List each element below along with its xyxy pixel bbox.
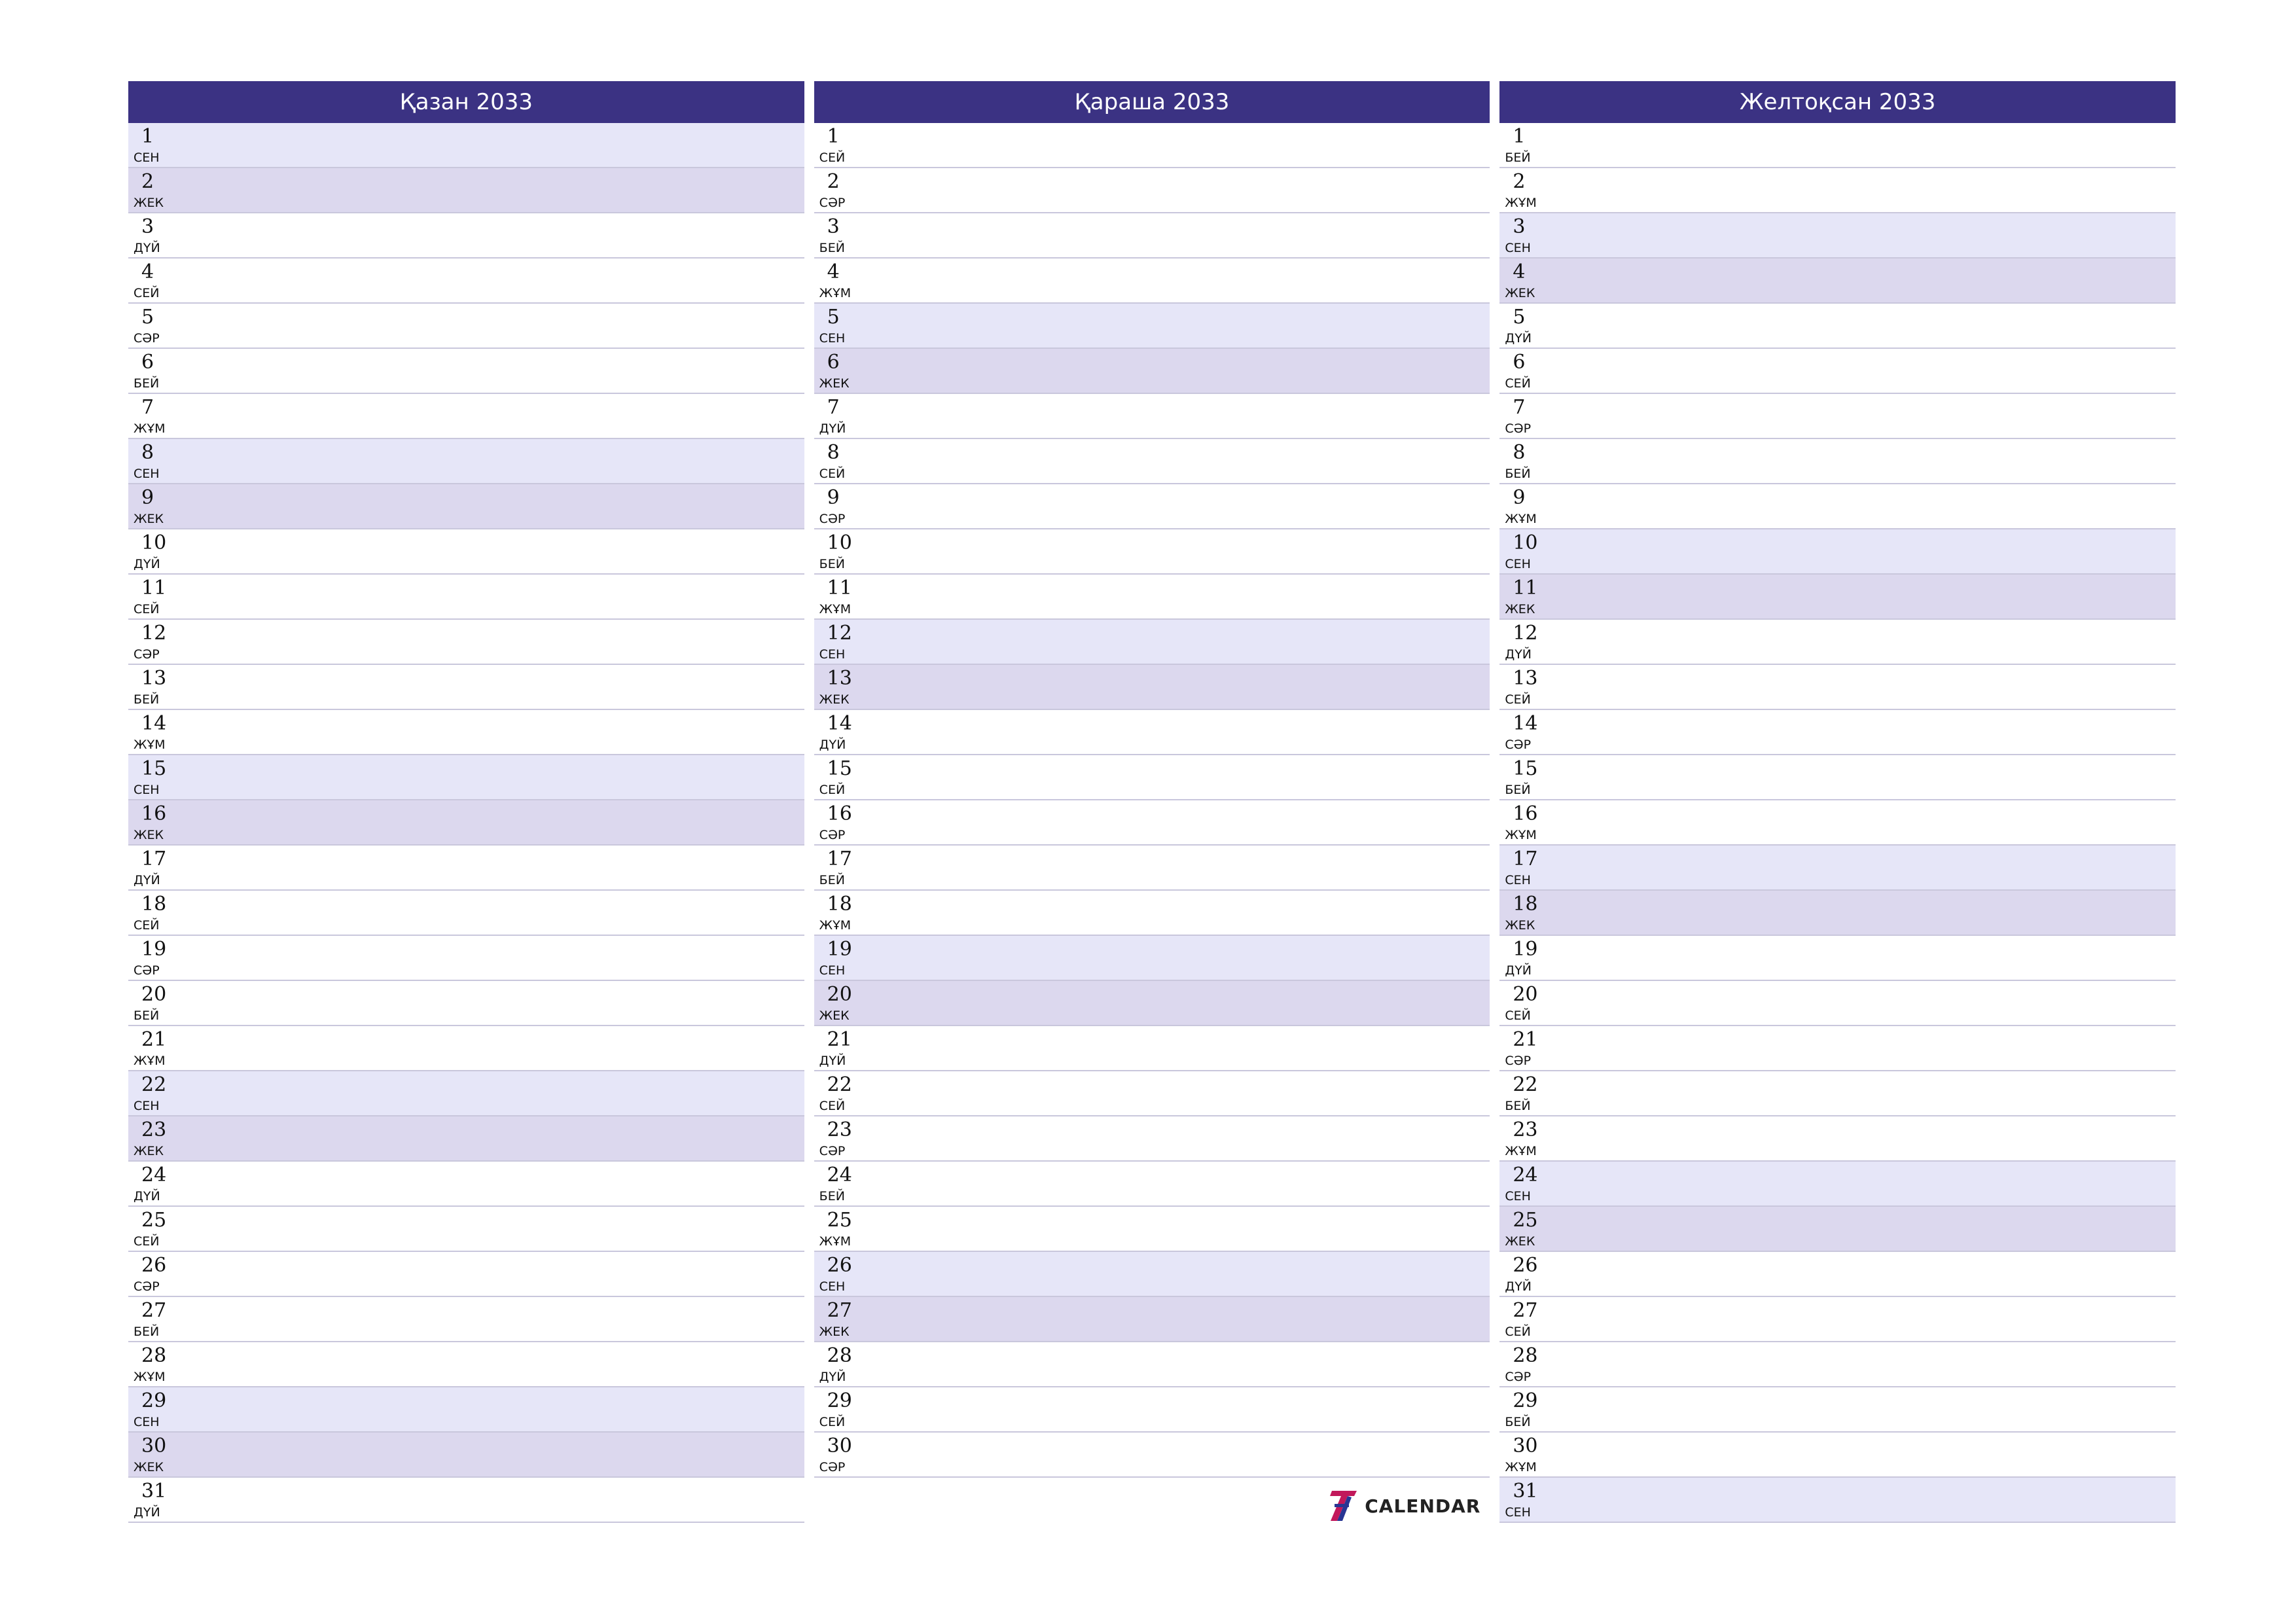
day-number: 27 — [141, 1299, 167, 1322]
weekday-label: СЕН — [1505, 557, 1531, 571]
day-row — [128, 1387, 804, 1433]
day-row — [1499, 484, 2176, 529]
day-number: 25 — [1513, 1209, 1538, 1232]
seven-logo-icon — [1328, 1488, 1359, 1524]
day-number: 13 — [1513, 667, 1538, 690]
weekday-label: ЖҰМ — [1505, 512, 1537, 526]
weekday-label: БЕЙ — [134, 376, 160, 391]
day-row — [814, 1387, 1490, 1433]
day-row — [1499, 575, 2176, 620]
weekday-label: ЖЕК — [134, 1144, 164, 1158]
day-number: 1 — [1513, 125, 1526, 148]
day-row — [814, 1071, 1490, 1116]
day-row — [128, 710, 804, 755]
weekday-label: БЕЙ — [1505, 1415, 1531, 1429]
day-number: 21 — [141, 1028, 167, 1051]
day-row — [1499, 1207, 2176, 1252]
day-row — [128, 1207, 804, 1252]
weekday-label: ЖЕК — [134, 512, 164, 526]
day-row — [814, 846, 1490, 891]
day-number: 30 — [827, 1435, 852, 1457]
day-row — [1499, 755, 2176, 800]
day-number: 8 — [827, 441, 840, 464]
day-row — [814, 213, 1490, 259]
day-row — [814, 1433, 1490, 1478]
day-number: 23 — [1513, 1118, 1538, 1141]
day-row — [1499, 846, 2176, 891]
day-row — [1499, 1252, 2176, 1297]
day-number: 27 — [827, 1299, 852, 1322]
day-number: 5 — [1513, 306, 1526, 329]
weekday-label: ДҮЙ — [134, 241, 160, 255]
day-row — [814, 259, 1490, 304]
day-row — [128, 981, 804, 1026]
day-number: 22 — [1513, 1073, 1538, 1096]
day-number: 9 — [141, 486, 154, 509]
day-number: 27 — [1513, 1299, 1538, 1322]
weekday-label: БЕЙ — [819, 873, 845, 887]
day-number: 5 — [827, 306, 840, 329]
day-number: 13 — [141, 667, 167, 690]
weekday-label: СӘР — [134, 1279, 160, 1294]
day-number: 6 — [141, 351, 154, 374]
day-row — [814, 1207, 1490, 1252]
day-row — [1499, 259, 2176, 304]
day-row — [814, 439, 1490, 484]
weekday-label: СЕЙ — [134, 1234, 160, 1249]
day-number: 23 — [141, 1118, 167, 1141]
day-number: 26 — [1513, 1254, 1538, 1277]
day-number: 31 — [1513, 1480, 1538, 1503]
day-number: 15 — [141, 757, 167, 780]
weekday-label: ЖҰМ — [819, 1234, 852, 1249]
weekday-label: ДҮЙ — [134, 1505, 160, 1520]
day-row — [128, 891, 804, 936]
weekday-label: СЕЙ — [819, 467, 846, 481]
weekday-label: ЖЕК — [134, 196, 164, 210]
day-row — [1499, 304, 2176, 349]
day-row — [128, 575, 804, 620]
day-number: 19 — [827, 938, 852, 961]
weekday-label: ЖЕК — [819, 692, 850, 707]
day-list — [814, 123, 1490, 1478]
weekday-label: БЕЙ — [134, 692, 160, 707]
day-number: 11 — [1513, 577, 1538, 599]
day-row — [1499, 1342, 2176, 1387]
day-row — [128, 123, 804, 168]
day-number: 17 — [827, 847, 852, 870]
weekday-label: ЖҰМ — [819, 918, 852, 933]
day-number: 20 — [1513, 983, 1538, 1006]
day-row — [1499, 1433, 2176, 1478]
day-number: 17 — [141, 847, 167, 870]
weekday-label: ЖЕК — [819, 1008, 850, 1023]
day-row — [1499, 665, 2176, 710]
day-number: 13 — [827, 667, 852, 690]
day-row — [1499, 1116, 2176, 1162]
weekday-label: БЕЙ — [1505, 1099, 1531, 1113]
day-number: 3 — [1513, 215, 1526, 238]
day-row — [814, 936, 1490, 981]
weekday-label: СЕЙ — [819, 1099, 846, 1113]
day-list — [1499, 123, 2176, 1523]
day-number: 15 — [1513, 757, 1538, 780]
day-row — [814, 123, 1490, 168]
weekday-label: ЖҰМ — [134, 738, 166, 752]
day-row — [128, 529, 804, 575]
day-number: 11 — [141, 577, 167, 599]
day-number: 25 — [141, 1209, 167, 1232]
day-row — [1499, 168, 2176, 213]
day-row — [128, 936, 804, 981]
day-number: 1 — [141, 125, 154, 148]
day-row — [814, 710, 1490, 755]
weekday-label: СӘР — [819, 1460, 846, 1474]
day-row — [1499, 1071, 2176, 1116]
day-row — [814, 1342, 1490, 1387]
day-number: 10 — [141, 531, 167, 554]
weekday-label: БЕЙ — [134, 1008, 160, 1023]
weekday-label: СӘР — [819, 1144, 846, 1158]
weekday-label: ЖЕК — [1505, 1234, 1535, 1249]
weekday-label: СЕЙ — [1505, 692, 1531, 707]
day-row — [128, 304, 804, 349]
day-number: 30 — [1513, 1435, 1538, 1457]
day-number: 14 — [141, 712, 167, 735]
weekday-label: СЕН — [1505, 1189, 1531, 1204]
day-number: 28 — [827, 1344, 852, 1367]
day-row — [128, 439, 804, 484]
day-row — [1499, 439, 2176, 484]
day-number: 9 — [1513, 486, 1526, 509]
weekday-label: ЖҰМ — [1505, 828, 1537, 842]
day-number: 10 — [827, 531, 852, 554]
weekday-label: БЕЙ — [819, 557, 845, 571]
weekday-label: СЕН — [134, 1099, 160, 1113]
day-row — [128, 755, 804, 800]
day-number: 1 — [827, 125, 840, 148]
day-number: 12 — [1513, 622, 1538, 645]
weekday-label: СЕЙ — [134, 918, 160, 933]
day-row — [814, 755, 1490, 800]
day-number: 16 — [141, 802, 167, 825]
weekday-label: ДҮЙ — [1505, 963, 1532, 978]
weekday-label: СӘР — [1505, 421, 1532, 436]
day-row — [814, 800, 1490, 846]
day-number: 23 — [827, 1118, 852, 1141]
day-number: 28 — [141, 1344, 167, 1367]
day-row — [1499, 529, 2176, 575]
day-number: 7 — [827, 396, 840, 419]
weekday-label: ДҮЙ — [134, 873, 160, 887]
day-number: 5 — [141, 306, 154, 329]
weekday-label: ЖҰМ — [819, 602, 852, 616]
day-number: 20 — [827, 983, 852, 1006]
weekday-label: ЖЕК — [1505, 286, 1535, 300]
weekday-label: ЖҰМ — [819, 286, 852, 300]
day-row — [128, 168, 804, 213]
day-number: 29 — [827, 1389, 852, 1412]
day-number: 2 — [141, 170, 154, 193]
day-row — [814, 620, 1490, 665]
day-row — [128, 1116, 804, 1162]
weekday-label: ДҮЙ — [819, 1370, 846, 1384]
brand-logo — [1328, 1488, 1480, 1524]
day-number: 2 — [1513, 170, 1526, 193]
weekday-label: СӘР — [819, 828, 846, 842]
month-title: Қазан 2033 — [128, 81, 804, 123]
day-number: 18 — [827, 893, 852, 916]
weekday-label: ДҮЙ — [134, 557, 160, 571]
weekday-label: ЖҰМ — [134, 421, 166, 436]
weekday-label: СӘР — [134, 331, 160, 346]
day-row — [128, 1252, 804, 1297]
day-number: 14 — [1513, 712, 1538, 735]
day-number: 29 — [1513, 1389, 1538, 1412]
weekday-label: СЕН — [819, 647, 846, 662]
weekday-label: СӘР — [1505, 738, 1532, 752]
weekday-label: ЖЕК — [134, 1460, 164, 1474]
day-row — [814, 1116, 1490, 1162]
day-row — [128, 1342, 804, 1387]
day-row — [1499, 349, 2176, 394]
day-number: 10 — [1513, 531, 1538, 554]
weekday-label: СӘР — [819, 512, 846, 526]
day-row — [128, 259, 804, 304]
day-row — [128, 394, 804, 439]
weekday-label: БЕЙ — [1505, 467, 1531, 481]
day-row — [1499, 620, 2176, 665]
day-row — [814, 168, 1490, 213]
day-row — [128, 1162, 804, 1207]
day-row — [128, 846, 804, 891]
day-row — [1499, 1026, 2176, 1071]
day-number: 19 — [1513, 938, 1538, 961]
day-row — [1499, 1478, 2176, 1523]
day-row — [1499, 891, 2176, 936]
weekday-label: БЕЙ — [134, 1325, 160, 1339]
day-number: 12 — [141, 622, 167, 645]
weekday-label: ЖЕК — [1505, 602, 1535, 616]
weekday-label: БЕЙ — [1505, 151, 1531, 165]
day-number: 2 — [827, 170, 840, 193]
weekday-label: СЕН — [819, 331, 846, 346]
day-row — [1499, 1387, 2176, 1433]
day-number: 31 — [141, 1480, 167, 1503]
weekday-label: ДҮЙ — [819, 1054, 846, 1068]
day-row — [128, 620, 804, 665]
day-number: 19 — [141, 938, 167, 961]
day-number: 22 — [141, 1073, 167, 1096]
day-number: 6 — [1513, 351, 1526, 374]
weekday-label: СЕН — [819, 963, 846, 978]
day-number: 4 — [141, 260, 154, 283]
day-number: 29 — [141, 1389, 167, 1412]
day-row — [814, 304, 1490, 349]
day-row — [128, 800, 804, 846]
weekday-label: БЕЙ — [819, 241, 845, 255]
day-number: 16 — [1513, 802, 1538, 825]
day-number: 7 — [141, 396, 154, 419]
day-row — [128, 1026, 804, 1071]
weekday-label: ДҮЙ — [1505, 331, 1532, 346]
day-number: 28 — [1513, 1344, 1538, 1367]
day-row — [1499, 1162, 2176, 1207]
day-row — [128, 1478, 804, 1523]
weekday-label: ЖЕК — [819, 376, 850, 391]
weekday-label: ЖҰМ — [134, 1054, 166, 1068]
weekday-label: ЖЕК — [1505, 918, 1535, 933]
weekday-label: ЖҰМ — [1505, 1144, 1537, 1158]
weekday-label: СЕЙ — [1505, 1008, 1531, 1023]
day-row — [814, 891, 1490, 936]
day-number: 20 — [141, 983, 167, 1006]
day-row — [128, 484, 804, 529]
day-number: 9 — [827, 486, 840, 509]
weekday-label: БЕЙ — [1505, 783, 1531, 797]
weekday-label: ДҮЙ — [819, 738, 846, 752]
month-title: Қараша 2033 — [814, 81, 1490, 123]
weekday-label: БЕЙ — [819, 1189, 845, 1204]
day-row — [814, 394, 1490, 439]
day-row — [128, 1071, 804, 1116]
day-number: 8 — [141, 441, 154, 464]
weekday-label: СЕН — [1505, 873, 1531, 887]
weekday-label: СЕН — [134, 783, 160, 797]
day-row — [814, 1252, 1490, 1297]
weekday-label: ЖҰМ — [1505, 196, 1537, 210]
day-number: 4 — [827, 260, 840, 283]
day-number: 21 — [1513, 1028, 1538, 1051]
weekday-label: СЕЙ — [819, 783, 846, 797]
day-number: 16 — [827, 802, 852, 825]
weekday-label: СЕН — [134, 1415, 160, 1429]
weekday-label: СӘР — [819, 196, 846, 210]
day-number: 18 — [1513, 893, 1538, 916]
day-number: 24 — [141, 1164, 167, 1186]
day-row — [814, 529, 1490, 575]
day-row — [814, 575, 1490, 620]
day-number: 17 — [1513, 847, 1538, 870]
month-column-october — [128, 81, 804, 1547]
day-number: 15 — [827, 757, 852, 780]
day-number: 4 — [1513, 260, 1526, 283]
weekday-label: СЕЙ — [1505, 376, 1531, 391]
weekday-label: ЖЕК — [134, 828, 164, 842]
weekday-label: ЖЕК — [819, 1325, 850, 1339]
day-number: 30 — [141, 1435, 167, 1457]
day-row — [814, 1026, 1490, 1071]
calendar-page — [128, 81, 2176, 1547]
weekday-label: СЕН — [134, 467, 160, 481]
day-row — [1499, 123, 2176, 168]
day-number: 14 — [827, 712, 852, 735]
weekday-label: ДҮЙ — [1505, 1279, 1532, 1294]
day-row — [1499, 1297, 2176, 1342]
day-number: 6 — [827, 351, 840, 374]
day-number: 24 — [827, 1164, 852, 1186]
weekday-label: СӘР — [1505, 1054, 1532, 1068]
day-list — [128, 123, 804, 1523]
weekday-label: СЕЙ — [819, 1415, 846, 1429]
day-number: 3 — [141, 215, 154, 238]
day-number: 8 — [1513, 441, 1526, 464]
day-row — [1499, 800, 2176, 846]
day-row — [128, 1433, 804, 1478]
month-title: Желтоқсан 2033 — [1499, 81, 2176, 123]
day-row — [814, 1297, 1490, 1342]
day-number: 21 — [827, 1028, 852, 1051]
day-number: 18 — [141, 893, 167, 916]
weekday-label: СӘР — [134, 647, 160, 662]
weekday-label: СЕН — [134, 151, 160, 165]
weekday-label: СӘР — [134, 963, 160, 978]
brand-logo-text: CALENDAR — [1365, 1495, 1481, 1517]
day-row — [814, 1162, 1490, 1207]
weekday-label: СЕН — [1505, 1505, 1531, 1520]
day-number: 12 — [827, 622, 852, 645]
day-row — [128, 349, 804, 394]
weekday-label: СЕЙ — [1505, 1325, 1531, 1339]
day-row — [1499, 710, 2176, 755]
day-number: 3 — [827, 215, 840, 238]
day-row — [1499, 936, 2176, 981]
day-number: 26 — [827, 1254, 852, 1277]
day-number: 7 — [1513, 396, 1526, 419]
month-column-december — [1499, 81, 2176, 1547]
day-row — [128, 213, 804, 259]
weekday-label: СЕЙ — [134, 602, 160, 616]
weekday-label: ЖҰМ — [1505, 1460, 1537, 1474]
weekday-label: ДҮЙ — [1505, 647, 1532, 662]
day-number: 26 — [141, 1254, 167, 1277]
day-row — [1499, 394, 2176, 439]
day-number: 11 — [827, 577, 852, 599]
day-row — [1499, 981, 2176, 1026]
weekday-label: ДҮЙ — [819, 421, 846, 436]
day-number: 24 — [1513, 1164, 1538, 1186]
day-number: 25 — [827, 1209, 852, 1232]
day-row — [814, 484, 1490, 529]
weekday-label: СЕН — [1505, 241, 1531, 255]
day-row — [128, 1297, 804, 1342]
day-row — [814, 349, 1490, 394]
day-row — [814, 665, 1490, 710]
weekday-label: СӘР — [1505, 1370, 1532, 1384]
weekday-label: ДҮЙ — [134, 1189, 160, 1204]
month-column-november — [814, 81, 1490, 1547]
weekday-label: СЕЙ — [134, 286, 160, 300]
weekday-label: ЖҰМ — [134, 1370, 166, 1384]
weekday-label: СЕЙ — [819, 151, 846, 165]
day-row — [1499, 213, 2176, 259]
weekday-label: СЕН — [819, 1279, 846, 1294]
day-row — [814, 981, 1490, 1026]
day-number: 22 — [827, 1073, 852, 1096]
day-row — [128, 665, 804, 710]
